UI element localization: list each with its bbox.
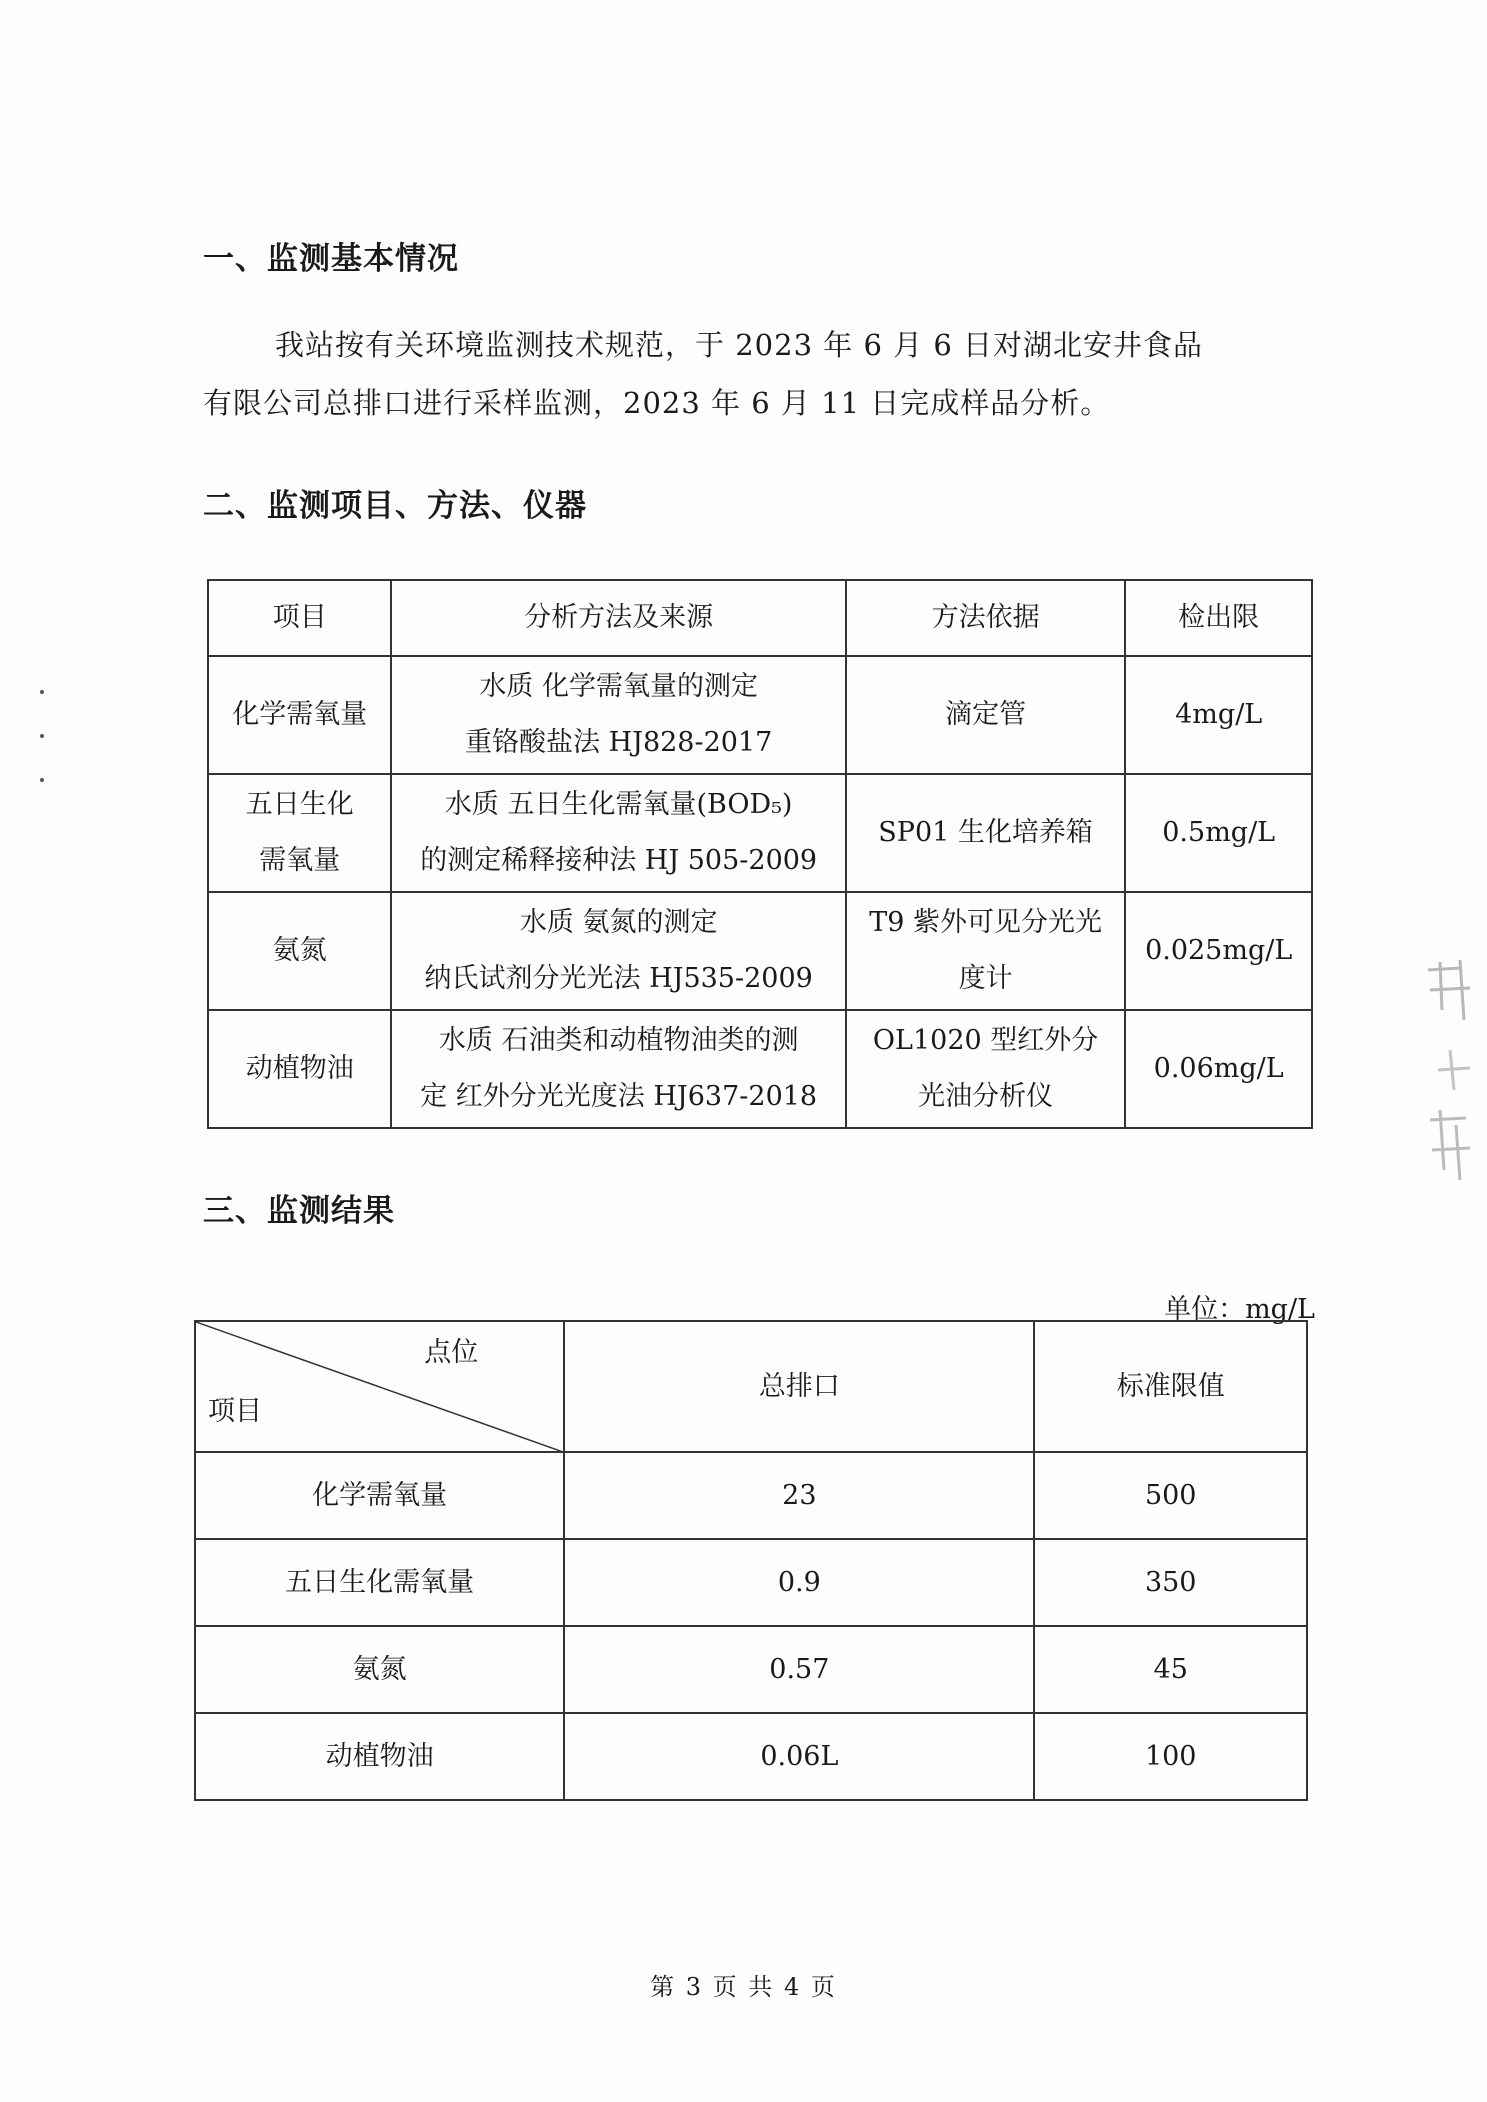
cell-line: 的测定稀释接种法 HJ 505-2009 (420, 845, 818, 876)
item-cell (208, 656, 391, 774)
table-row (208, 1010, 1312, 1128)
table-row (195, 1452, 1307, 1539)
cell-line: 动植物油 (245, 1053, 354, 1084)
standard-value-cell: 100 (1034, 1713, 1307, 1800)
cell-line: 水质 五日生化需氧量(BOD₅) (444, 789, 793, 820)
item-cell (208, 892, 391, 1010)
table-row (195, 1713, 1307, 1800)
outlet-value-cell: 0.57 (564, 1626, 1034, 1713)
cell-line: 光油分析仪 (918, 1081, 1054, 1112)
methods-table (207, 579, 1313, 1129)
cell-line: 需氧量 (259, 845, 341, 876)
standard-value-cell: 45 (1034, 1626, 1307, 1713)
method-cell (391, 656, 845, 774)
cell-line: OL1020 型红外分 (872, 1025, 1099, 1056)
header-cell: 方法依据 (846, 580, 1126, 656)
outlet-value-cell: 0.06L (564, 1713, 1034, 1800)
cell-line: 水质 氨氮的测定 (519, 907, 718, 938)
standard-value-cell: 350 (1034, 1539, 1307, 1626)
item-cell: 五日生化需氧量 (195, 1539, 564, 1626)
header-cell: 项目 (208, 580, 391, 656)
table-header-row (195, 1321, 1307, 1452)
item-cell (208, 1010, 391, 1128)
basis-cell (846, 1010, 1126, 1128)
item-cell: 动植物油 (195, 1713, 564, 1800)
results-table (194, 1320, 1308, 1801)
unit-label: 单位：mg/L (1164, 1294, 1315, 1325)
cell-line: 水质 石油类和动植物油类的测 (438, 1025, 799, 1056)
outlet-value-cell: 23 (564, 1452, 1034, 1539)
section-heading-basic-info: 一、监测基本情况 (203, 241, 459, 277)
item-cell: 化学需氧量 (195, 1452, 564, 1539)
cell-line: 纳氏试剂分光光法 HJ535-2009 (424, 963, 813, 994)
table-row (195, 1539, 1307, 1626)
section-heading-methods: 二、监测项目、方法、仪器 (203, 488, 587, 524)
cell-line: 度计 (958, 963, 1013, 994)
limit-cell: 0.025mg/L (1125, 892, 1312, 1010)
seal-stamp-partial (1420, 950, 1487, 1210)
section-heading-results: 三、监测结果 (203, 1193, 395, 1229)
scan-mark (40, 690, 44, 694)
cell-line: 五日生化 (245, 789, 354, 820)
paragraph-line: 我站按有关环境监测技术规范，于 2023 年 6 月 6 日对湖北安井食品 (275, 328, 1204, 362)
diagonal-header-bottom: 项目 (208, 1396, 262, 1427)
table-header-row (208, 580, 1312, 656)
header-cell: 标准限值 (1034, 1321, 1307, 1452)
table-row (195, 1626, 1307, 1713)
basic-info-paragraph (203, 316, 1323, 432)
limit-cell: 4mg/L (1125, 656, 1312, 774)
cell-line: 氨氮 (272, 935, 327, 966)
basis-cell (846, 774, 1126, 892)
method-cell (391, 774, 845, 892)
cell-line: 重铬酸盐法 HJ828-2017 (465, 727, 773, 758)
table-row (208, 656, 1312, 774)
diagonal-header-top: 点位 (424, 1337, 479, 1368)
diagonal-header-cell (195, 1321, 564, 1452)
cell-line: SP01 生化培养箱 (878, 817, 1093, 848)
standard-value-cell: 500 (1034, 1452, 1307, 1539)
limit-cell: 0.06mg/L (1125, 1010, 1312, 1128)
limit-cell: 0.5mg/L (1125, 774, 1312, 892)
cell-line: 水质 化学需氧量的测定 (479, 671, 758, 702)
basis-cell (846, 892, 1126, 1010)
scan-mark (40, 778, 44, 782)
header-cell: 总排口 (564, 1321, 1034, 1452)
method-cell (391, 892, 845, 1010)
item-cell (208, 774, 391, 892)
cell-line: 滴定管 (945, 699, 1027, 730)
header-cell: 检出限 (1125, 580, 1312, 656)
cell-line: T9 紫外可见分光光 (869, 907, 1102, 938)
outlet-value-cell: 0.9 (564, 1539, 1034, 1626)
cell-line: 定 红外分光光度法 HJ637-2018 (420, 1081, 818, 1112)
item-cell: 氨氮 (195, 1626, 564, 1713)
diagonal-line (196, 1322, 566, 1453)
method-cell (391, 1010, 845, 1128)
table-row (208, 892, 1312, 1010)
paragraph-line: 有限公司总排口进行采样监测，2023 年 6 月 11 日完成样品分析。 (203, 386, 1111, 420)
scan-marks (40, 690, 44, 822)
table-row (208, 774, 1312, 892)
cell-line: 化学需氧量 (232, 699, 368, 730)
header-cell: 分析方法及来源 (391, 580, 845, 656)
page-footer: 第 3 页 共 4 页 (650, 1973, 837, 2001)
basis-cell (846, 656, 1126, 774)
scan-mark (40, 734, 44, 738)
